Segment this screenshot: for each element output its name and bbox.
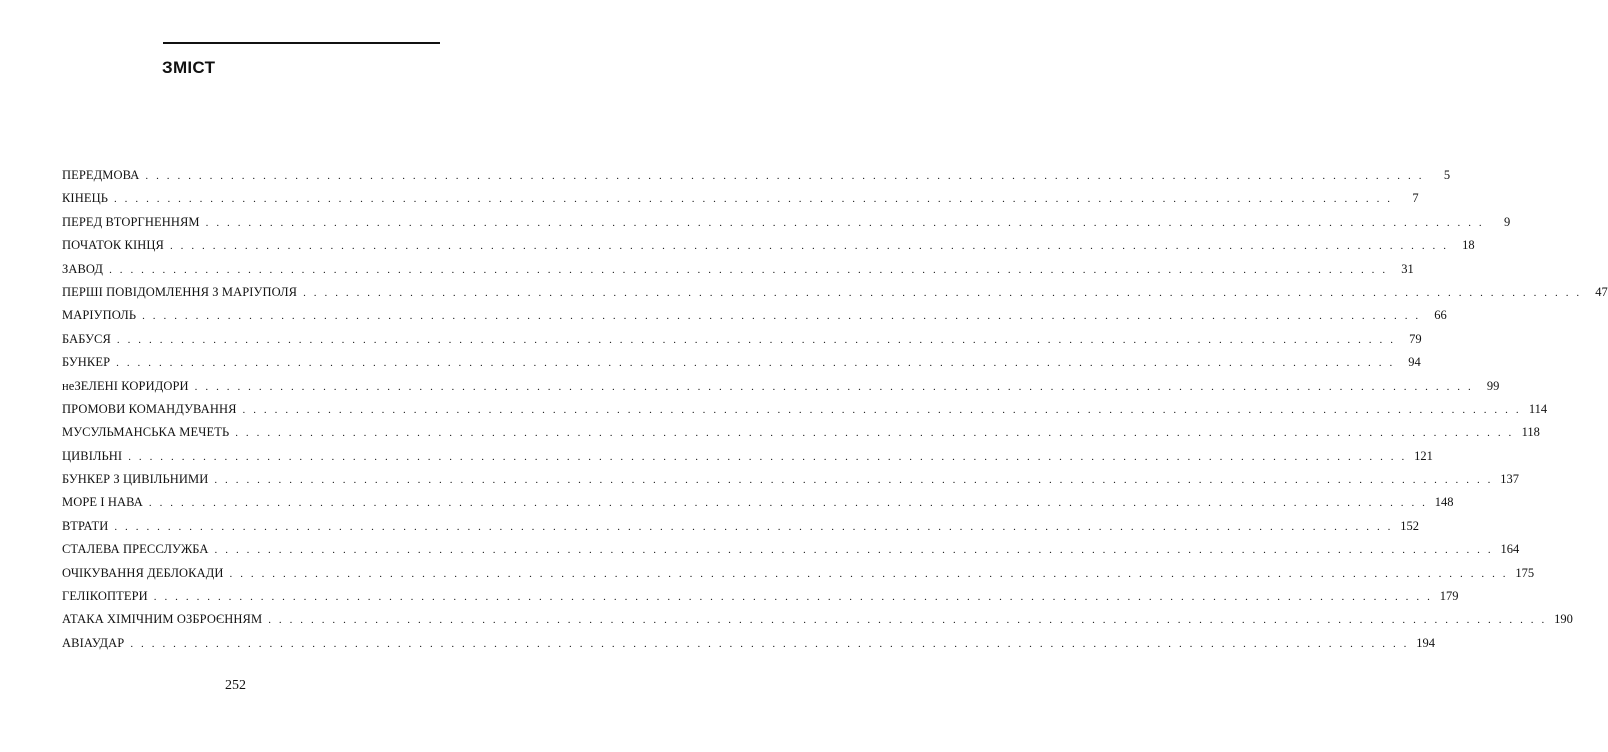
toc-entry-page-number: 9 xyxy=(1504,214,1511,229)
toc-entry xyxy=(62,608,1573,631)
toc-entry-title: ПЕРЕДМОВА xyxy=(62,168,140,182)
toc-entry xyxy=(62,585,1459,608)
toc-entry xyxy=(62,491,1454,514)
toc-entry-title: ПРОМОВИ КОМАНДУВАННЯ xyxy=(62,401,237,416)
toc-entry-title: ЦИВІЛЬНІ xyxy=(62,448,123,463)
toc-entry-title: неЗЕЛЕНІ КОРИДОРИ xyxy=(62,378,189,393)
toc-entry-title: БУНКЕР З ЦИВІЛЬНИМИ xyxy=(62,472,209,487)
toc-entry-page-number: 94 xyxy=(1408,355,1421,370)
toc-entry-title: БАБУСЯ xyxy=(62,331,111,346)
dot-leader: . . . . . . . . . . . . . . . . . . . . . . . . . . . . . . . . . . . . . . . . . . . . . . . . . . . . . . . . . . . . . . . . . . . . . . . . . . . . . . . . . . . . . . . . . . . . . . . . . . . . . . . . . . . . . . . . . . . . . . . . xyxy=(235,427,1514,440)
dot-leader: . . . . . . . . . . . . . . . . . . . . . . . . . . . . . . . . . . . . . . . . . . . . . . . . . . . . . . . . . . . . . . . . . . . . . . . . . . . . . . . . . . . . . . . . . . . . . . . . . . . . . . . . . . . . . . . . . . . . . . . . xyxy=(145,170,1425,182)
dot-leader: . . . . . . . . . . . . . . . . . . . . . . . . . . . . . . . . . . . . . . . . . . . . . . . . . . . . . . . . . . . . . . . . . . . . . . . . . . . . . . . . . . . . . . . . . . . . . . . . . . . . . . . . . . . . . . . . . . . . . . . . xyxy=(148,497,1428,510)
dot-leader: . . . . . . . . . . . . . . . . . . . . . . . . . . . . . . . . . . . . . . . . . . . . . . . . . . . . . . . . . . . . . . . . . . . . . . . . . . . . . . . . . . . . . . . . . . . . . . . . . . . . . . . . . . . . . . . . . . . . . . . . xyxy=(242,403,1522,416)
toc-entry xyxy=(62,421,1540,444)
toc-entry-page-number: 118 xyxy=(1521,425,1540,440)
toc-entry-page-number: 31 xyxy=(1401,261,1414,276)
toc-entry xyxy=(62,328,1422,351)
toc-entry-page-number: 99 xyxy=(1486,378,1500,393)
toc-entry-title: МОРЕ І НАВА xyxy=(62,495,143,510)
toc-entry xyxy=(62,351,1421,374)
dot-leader: . . . . . . . . . . . . . . . . . . . . . . . . . . . . . . . . . . . . . . . . . . . . . . . . . . . . . . . . . . . . . . . . . . . . . . . . . . . . . . . . . . . . . . . . . . . . . . . . . . . . . . . . . . . . . . . . . . . . . . . . xyxy=(142,310,1421,323)
toc-entry-title: СТАЛЕВА ПРЕССЛУЖБА xyxy=(62,542,209,557)
toc-entry-page-number: 152 xyxy=(1400,518,1420,533)
dot-leader: . . . . . . . . . . . . . . . . . . . . . . . . . . . . . . . . . . . . . . . . . . . . . . . . . . . . . . . . . . . . . . . . . . . . . . . . . . . . . . . . . . . . . . . . . . . . . . . . . . . . . . . . . . . . . . . . . . . . . . . . xyxy=(114,520,1394,533)
header-rule xyxy=(163,42,440,44)
toc-entry-title: ВТРАТИ xyxy=(62,518,109,533)
toc-entry xyxy=(62,468,1520,491)
toc-entry xyxy=(62,211,1511,234)
dot-leader: . . . . . . . . . . . . . . . . . . . . . . . . . . . . . . . . . . . . . . . . . . . . . . . . . . . . . . . . . . . . . . . . . . . . . . . . . . . . . . . . . . . . . . . . . . . . . . . . . . . . . . . . . . . . . . . . . . . . . . . . xyxy=(109,263,1388,276)
toc-entry xyxy=(62,281,1608,304)
dot-leader: . . . . . . . . . . . . . . . . . . . . . . . . . . . . . . . . . . . . . . . . . . . . . . . . . . . . . . . . . . . . . . . . . . . . . . . . . . . . . . . . . . . . . . . . . . . . . . . . . . . . . . . . . . . . . . . . . . . . . . . . xyxy=(169,240,1449,253)
page-title: ЗМІСТ xyxy=(162,58,216,77)
dot-leader: . . . . . . . . . . . . . . . . . . . . . . . . . . . . . . . . . . . . . . . . . . . . . . . . . . . . . . . . . . . . . . . . . . . . . . . . . . . . . . . . . . . . . . . . . . . . . . . . . . . . . . . . . . . . . . . . . . . . . . . . xyxy=(268,614,1547,627)
dot-leader: . . . . . . . . . . . . . . . . . . . . . . . . . . . . . . . . . . . . . . . . . . . . . . . . . . . . . . . . . . . . . . . . . . . . . . . . . . . . . . . . . . . . . . . . . . . . . . . . . . . . . . . . . . . . . . . . . . . . . . . . xyxy=(303,286,1582,299)
dot-leader: . . . . . . . . . . . . . . . . . . . . . . . . . . . . . . . . . . . . . . . . . . . . . . . . . . . . . . . . . . . . . . . . . . . . . . . . . . . . . . . . . . . . . . . . . . . . . . . . . . . . . . . . . . . . . . . . . . . . . . . . xyxy=(153,591,1433,604)
dot-leader: . . . . . . . . . . . . . . . . . . . . . . . . . . . . . . . . . . . . . . . . . . . . . . . . . . . . . . . . . . . . . . . . . . . . . . . . . . . . . . . . . . . . . . . . . . . . . . . . . . . . . . . . . . . . . . . . . . . . . . . . xyxy=(229,567,1509,580)
toc-entry-page-number: 7 xyxy=(1412,191,1419,206)
toc-entry-title: АВІАУДАР xyxy=(62,635,125,650)
toc-entry xyxy=(62,538,1520,561)
toc-entry-page-number: 121 xyxy=(1414,448,1433,463)
toc-entry xyxy=(62,632,1436,655)
toc-entry-title: КІНЕЦЬ xyxy=(62,191,108,206)
toc-entry xyxy=(62,164,1451,187)
toc-entry-page-number: 79 xyxy=(1409,331,1422,346)
page-number: 252 xyxy=(225,678,246,693)
toc-entry-title: БУНКЕР xyxy=(62,355,111,370)
toc-entry-page-number: 164 xyxy=(1500,542,1520,557)
dot-leader: . . . . . . . . . . . . . . . . . . . . . . . . . . . . . . . . . . . . . . . . . . . . . . . . . . . . . . . . . . . . . . . . . . . . . . . . . . . . . . . . . . . . . . . . . . . . . . . . . . . . . . . . . . . . . . . . . . . . . . . . xyxy=(128,450,1407,463)
dot-leader: . . . . . . . . . . . . . . . . . . . . . . . . . . . . . . . . . . . . . . . . . . . . . . . . . . . . . . . . . . . . . . . . . . . . . . . . . . . . . . . . . . . . . . . . . . . . . . . . . . . . . . . . . . . . . . . . . . . . . . . . xyxy=(194,380,1474,393)
toc-entry-title: ЗАВОД xyxy=(62,261,104,276)
dot-leader: . . . . . . . . . . . . . . . . . . . . . . . . . . . . . . . . . . . . . . . . . . . . . . . . . . . . . . . . . . . . . . . . . . . . . . . . . . . . . . . . . . . . . . . . . . . . . . . . . . . . . . . . . . . . . . . . . . . . . . . . xyxy=(214,544,1494,557)
toc-entry xyxy=(62,304,1447,327)
dot-leader: . . . . . . . . . . . . . . . . . . . . . . . . . . . . . . . . . . . . . . . . . . . . . . . . . . . . . . . . . . . . . . . . . . . . . . . . . . . . . . . . . . . . . . . . . . . . . . . . . . . . . . . . . . . . . . . . . . . . . . . . xyxy=(205,216,1485,229)
toc-entry-page-number: 148 xyxy=(1434,495,1454,510)
toc-entry-title: ПЕРЕД ВТОРГНЕННЯМ xyxy=(62,214,200,229)
toc-entry-title: МАРІУПОЛЬ xyxy=(62,308,137,323)
toc-entry-page-number: 47 xyxy=(1595,284,1608,299)
toc-entry-page-number: 66 xyxy=(1434,308,1447,323)
toc-entry-page-number: 137 xyxy=(1500,472,1520,487)
toc-entry-page-number: 175 xyxy=(1515,565,1535,580)
dot-leader: . . . . . . . . . . . . . . . . . . . . . . . . . . . . . . . . . . . . . . . . . . . . . . . . . . . . . . . . . . . . . . . . . . . . . . . . . . . . . . . . . . . . . . . . . . . . . . . . . . . . . . . . . . . . . . . . . . . . . . . . xyxy=(113,193,1393,206)
dot-leader: . . . . . . . . . . . . . . . . . . . . . . . . . . . . . . . . . . . . . . . . . . . . . . . . . . . . . . . . . . . . . . . . . . . . . . . . . . . . . . . . . . . . . . . . . . . . . . . . . . . . . . . . . . . . . . . . . . . . . . . . xyxy=(130,637,1410,650)
toc-entry xyxy=(62,398,1548,421)
dot-leader: . . . . . . . . . . . . . . . . . . . . . . . . . . . . . . . . . . . . . . . . . . . . . . . . . . . . . . . . . . . . . . . . . . . . . . . . . . . . . . . . . . . . . . . . . . . . . . . . . . . . . . . . . . . . . . . . . . . . . . . . xyxy=(214,474,1494,487)
toc-entry xyxy=(62,375,1500,398)
toc-entry-title: ПОЧАТОК КІНЦЯ xyxy=(62,238,164,253)
toc-entry-page-number: 194 xyxy=(1416,635,1436,650)
toc-entry-page-number: 190 xyxy=(1554,612,1573,627)
toc-entry-title: МУСУЛЬМАНСЬКА МЕЧЕТЬ xyxy=(62,425,230,440)
table-of-contents xyxy=(62,164,1608,655)
toc-entry-title: ПЕРШІ ПОВІДОМЛЕННЯ З МАРІУПОЛЯ xyxy=(62,284,298,299)
toc-entry-page-number: 114 xyxy=(1528,401,1548,416)
toc-entry xyxy=(62,258,1414,281)
dot-leader: . . . . . . . . . . . . . . . . . . . . . . . . . . . . . . . . . . . . . . . . . . . . . . . . . . . . . . . . . . . . . . . . . . . . . . . . . . . . . . . . . . . . . . . . . . . . . . . . . . . . . . . . . . . . . . . . . . . . . . . . xyxy=(116,333,1396,346)
toc-entry-title: ГЕЛІКОПТЕРИ xyxy=(62,589,148,604)
toc-entry xyxy=(62,187,1419,210)
toc-entry-page-number: 179 xyxy=(1439,589,1459,604)
toc-entry-page-number: 18 xyxy=(1462,238,1475,253)
toc-entry-title: АТАКА ХІМІЧНИМ ОЗБРОЄННЯМ xyxy=(62,612,263,627)
toc-entry xyxy=(62,234,1475,257)
toc-entry xyxy=(62,515,1420,538)
toc-entry-page-number: 5 xyxy=(1443,168,1451,182)
dot-leader: . . . . . . . . . . . . . . . . . . . . . . . . . . . . . . . . . . . . . . . . . . . . . . . . . . . . . . . . . . . . . . . . . . . . . . . . . . . . . . . . . . . . . . . . . . . . . . . . . . . . . . . . . . . . . . . . . . . . . . . . xyxy=(116,357,1395,370)
toc-entry-title: ОЧІКУВАННЯ ДЕБЛОКАДИ xyxy=(62,565,224,580)
toc-entry xyxy=(62,562,1535,585)
toc-entry xyxy=(62,445,1433,468)
